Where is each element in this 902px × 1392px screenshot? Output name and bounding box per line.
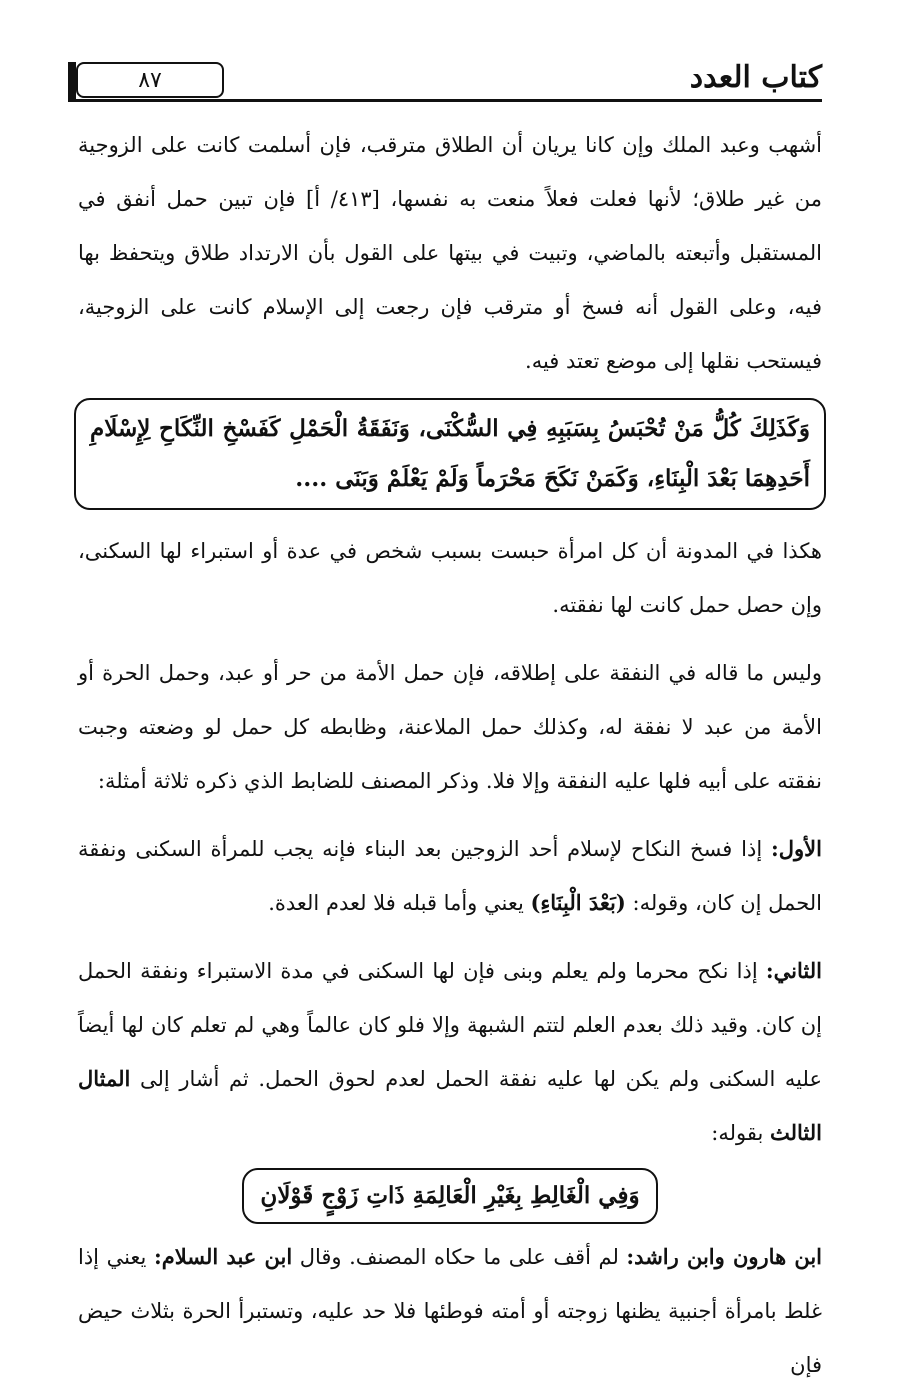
paragraph-6-text: لم أقف على ما حكاه المصنف. وقال <box>292 1245 627 1269</box>
matn-box-2-wrap <box>78 1168 822 1224</box>
paragraph-spacer <box>78 808 822 822</box>
paragraph-4-quote: (بَعْدَ الْبِنَاءِ) <box>530 890 626 915</box>
paragraph-spacer <box>78 930 822 944</box>
paragraph-6 <box>78 1230 822 1392</box>
example-label-second: الثاني: <box>765 958 822 983</box>
paragraph-5 <box>78 944 822 1160</box>
paragraph-5-bold: المثال الثالث <box>78 1066 822 1145</box>
paragraph-3: وليس ما قاله في النفقة على إطلاقه، فإن حمل الأمة من حر أو عبد، وحمل الحرة أو الأمة من عبد لا نفقة له، وكذلك حمل الملاعنة، وظابطه كل حمل لو وضعته وجبت نفقته على أبيه فلها عليه النفقة وإلا فلا. وذكر المصنف للضابط الذي ذكره ثلاثة أمثلة: <box>78 661 822 793</box>
matn-text-1: وَكَذَلِكَ كُلُّ مَنْ تُحْبَسُ بِسَبَبِهِ فِي السُّكْنَى، وَنَفَقَةُ الْحَمْلِ كَفَسْخِ النِّكَاحِ لِإِسْلَامِ أَحَدِهِمَا بَعْدَ الْبِنَاءِ، وَكَمَنْ نَكَحَ مَحْرَماً وَلَمْ يَعْلَمْ وَبَنَى .... <box>90 415 810 492</box>
paragraph-4 <box>78 822 822 930</box>
page-body <box>78 118 822 1392</box>
matn-box-1 <box>74 398 826 510</box>
paragraph-6-label: ابن هارون وابن راشد: <box>626 1244 823 1269</box>
example-label-first: الأول: <box>771 836 822 861</box>
paragraph-2: هكذا في المدونة أن كل امرأة حبست بسبب شخص في عدة أو استبراء لها السكنى، وإن حصل حمل كانت لها نفقته. <box>78 539 822 617</box>
paragraph-6-tail: يعني إذا غلط بامرأة أجنبية يظنها زوجته أو أمته فوطئها فلا حد عليه، وتستبرأ الحرة بثلاث حيض فإن <box>78 1245 822 1377</box>
page-header <box>68 56 822 106</box>
book-title: كتاب العدد <box>689 60 822 95</box>
paragraph-4-text: إذا فسخ النكاح لإسلام أحد الزوجين بعد البناء فإنه يجب للمرأة السكنى ونفقة الحمل إن كان، وقوله: <box>78 837 822 915</box>
paragraph-6-bold: ابن عبد السلام: <box>153 1244 293 1269</box>
paragraph-1: أشهب وعبد الملك وإن كانا يريان أن الطلاق مترقب، فإن أسلمت كانت على الزوجية من غير طلاق؛ لأنها فعلت فعلاً منعت به نفسها، [٤١٣/ أ] فإن تبين حمل أنفق في المستقبل وأتبعته بالماضي، وتبيت في بيتها على القول بأن الارتداد طلاق ويتحفظ بها فيه، وعلى القول أنه فسخ أو مترقب فإن رجعت إلى الإسلام كانت على الزوجية، فيستحب نقلها إلى موضع تعتد فيه. <box>78 133 823 373</box>
paragraph-4-tail: يعني وأما قبله فلا لعدم العدة. <box>268 891 531 915</box>
page-number: ٨٧ <box>76 62 224 98</box>
header-rule-cap <box>68 62 76 102</box>
paragraph-5-text: إذا نكح محرما ولم يعلم وبنى فإن لها السكنى في مدة الاستبراء ونفقة الحمل إن كان. وقيد ذلك بعدم العلم لتتم الشبهة وإلا فلو كان عالماً وهي لم تعلم كان لها أيضاً عليه السكنى ولم يكن لها عليه نفقة الحمل لعدم لحوق الحمل. ثم أشار إلى <box>78 959 822 1091</box>
paragraph-5-tail: بقوله: <box>711 1121 770 1145</box>
header-rule <box>76 99 822 102</box>
paragraph-spacer <box>78 632 822 646</box>
matn-box-2: وَفِي الْغَالِطِ بِغَيْرِ الْعَالِمَةِ ذَاتِ زَوْجٍ قَوْلَانِ <box>242 1168 657 1224</box>
